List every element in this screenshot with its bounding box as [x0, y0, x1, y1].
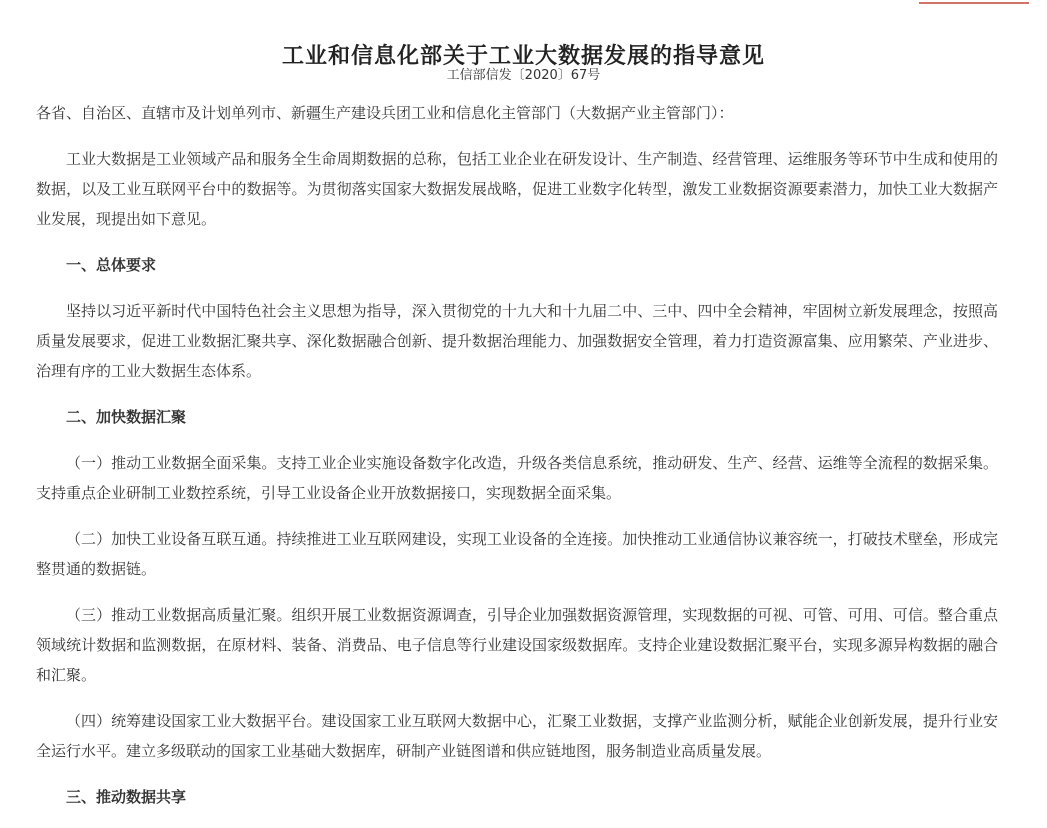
intro-paragraph: 工业大数据是工业领域产品和服务全生命周期数据的总称，包括工业企业在研发设计、生产制造、经营管理、运维服务等环节中生成和使用的数据，以及工业互联网平台中的数据等。为贯彻落实国家大数据发展战略，促进工业数字化转型，激发工业数据资源要素潜力，加快工业大数据产业发展，现提出如下意见。: [36, 150, 998, 228]
page-title: 工业和信息化部关于工业大数据发展的指导意见: [281, 43, 765, 69]
section-heading-data-aggregation: 二、加快数据汇聚: [66, 408, 187, 426]
paragraph-device-interconnection: （二）加快工业设备互联互通。持续推进工业互联网建设，实现工业设备的全连接。加快推动工业通信协议兼容统一，打破技术壁垒，形成完整贯通的数据链。: [36, 530, 998, 578]
paragraph-high-quality-aggregation: （三）推动工业数据高质量汇聚。组织开展工业数据资源调查，引导企业加强数据资源管理，实现数据的可视、可管、可用、可信。整合重点领域统计数据和监测数据，在原材料、装备、消费品、电子信息等行业建设国家级数据库。支持企业建设数据汇聚平台，实现多源异构数据的融合和汇聚。: [36, 606, 998, 684]
salutation: 各省、自治区、直辖市及计划单列市、新疆生产建设兵团工业和信息化主管部门（大数据产业主管部门）：: [36, 104, 734, 122]
paragraph-overall-requirements: 坚持以习近平新时代中国特色社会主义思想为指导，深入贯彻党的十九大和十九届二中、三中、四中全会精神，牢固树立新发展理念，按照高质量发展要求，促进工业数据汇聚共享、深化数据融合创新、提升数据治理能力、加强数据安全管理，着力打造资源富集、应用繁荣、产业进步、治理有序的工业大数据生态体系。: [36, 302, 998, 380]
top-decoration: [919, 0, 1029, 4]
article-body: [36, 98, 998, 828]
paragraph-data-collection: （一）推动工业数据全面采集。支持工业企业实施设备数字化改造，升级各类信息系统，推动研发、生产、经营、运维等全流程的数据采集。支持重点企业研制工业数控系统，引导工业设备企业开放数据接口，实现数据全面采集。: [36, 454, 998, 502]
section-heading-overall-requirements: 一、总体要求: [66, 256, 157, 274]
section-heading-data-sharing: 三、推动数据共享: [66, 788, 187, 806]
document-number: 工信部信发〔2020〕67号: [446, 68, 601, 83]
paragraph-national-platform: （四）统筹建设国家工业大数据平台。建设国家工业互联网大数据中心，汇聚工业数据，支撑产业监测分析，赋能企业创新发展，提升行业安全运行水平。建立多级联动的国家工业基础大数据库，研制产业链图谱和供应链地图，服务制造业高质量发展。: [36, 712, 998, 760]
